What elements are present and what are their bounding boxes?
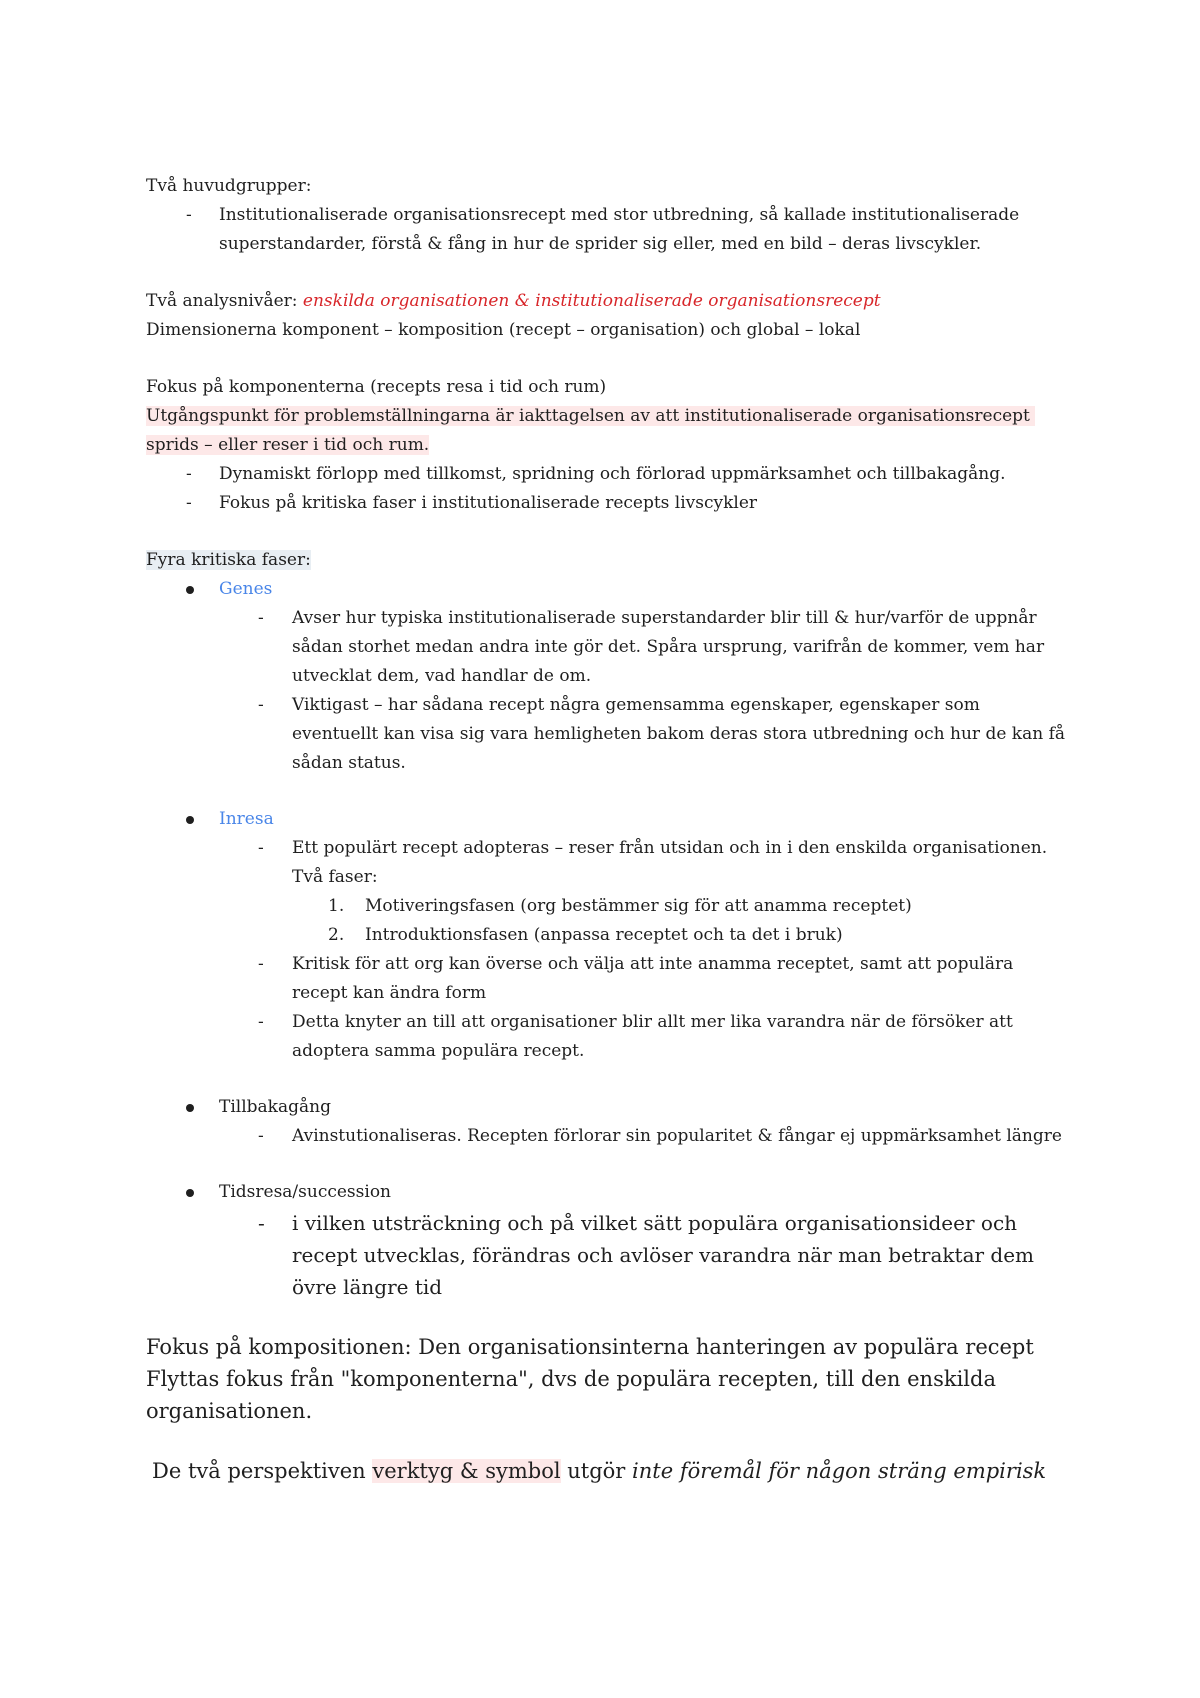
spacer (146, 778, 1066, 805)
bullet-icon (186, 1189, 194, 1197)
heading-two-main-groups: Två huvudgrupper: (146, 176, 312, 196)
dash-marker: - (258, 954, 264, 974)
dash-marker: - (258, 1126, 264, 1146)
numbered-item-text: Introduktionsfasen (anpassa receptet och ta det i bruk) (365, 925, 843, 945)
phase-tidsresa-label: Tidsresa/succession (219, 1182, 392, 1202)
focus-shift-paragraph: Flyttas fokus från "komponenterna", dvs de populära recepten, till den enskilda organisationen. (146, 1367, 996, 1423)
spacer (146, 259, 1066, 287)
list-item (146, 691, 1066, 778)
dash-marker: - (258, 838, 264, 858)
focus-composition-line: Fokus på kompositionen: Den organisationsinterna hanteringen av populära recept (146, 1335, 1034, 1359)
list-item-text: Ett populärt recept adopteras – reser från utsidan och in i den enskilda organisationen. Två faser: (292, 838, 1048, 887)
list-item (146, 950, 1066, 1008)
perspectives-italic: inte föremål för någon sträng empirisk (632, 1459, 1047, 1483)
phase-tillbakagang (146, 1093, 1066, 1122)
analysis-levels-line (146, 287, 1066, 316)
list-item (146, 834, 1066, 892)
dash-marker: - (258, 608, 264, 628)
phase-inresa (146, 805, 1066, 834)
phase-tillbakagang-label: Tillbakagång (219, 1097, 331, 1117)
four-phases-heading (146, 546, 1066, 575)
starting-point-highlight: Utgångspunkt för problemställningarna är iakttagelsen av att institutionaliserade organisationsrecept sprids – eller reser i tid och rum. (146, 406, 1036, 455)
spacer (146, 345, 1066, 373)
dash-marker: - (186, 493, 192, 513)
list-item (146, 489, 1066, 518)
perspectives-pre: De två perspektiven (152, 1459, 373, 1483)
four-phases-heading-highlight: Fyra kritiska faser: (146, 550, 311, 570)
perspectives-highlight: verktyg & symbol (372, 1459, 561, 1483)
perspectives-mid: utgör (560, 1459, 633, 1483)
list-item (146, 1008, 1066, 1066)
number-marker: 2. (328, 925, 345, 945)
list-item (146, 460, 1066, 489)
list-item (146, 604, 1066, 691)
list-item (146, 201, 1066, 259)
bullet-icon (186, 1104, 194, 1112)
focus-components-heading: Fokus på komponenterna (recepts resa i tid och rum) (146, 377, 607, 397)
numbered-item (146, 921, 1066, 950)
spacer (146, 1303, 1066, 1331)
phase-genes-label: Genes (219, 579, 273, 599)
dash-marker: - (258, 1211, 265, 1235)
starting-point-paragraph (146, 402, 1066, 460)
list-item-text: Kritisk för att org kan överse och välja att inte anamma receptet, samt att populära recept kan ändra form (292, 954, 1014, 1003)
number-marker: 1. (328, 896, 345, 916)
phase-genes (146, 575, 1066, 604)
analysis-levels-prefix: Två analysnivåer: (146, 291, 303, 311)
list-item-text: Dynamiskt förlopp med tillkomst, spridning och förlorad uppmärksamhet och tillbakagång. (219, 464, 1006, 484)
list-item-text: Viktigast – har sådana recept några gemensamma egenskaper, egenskaper som eventuellt kan visa sig vara hemligheten bakom deras stora utbredning och hur de kan få sådan status. (292, 695, 1066, 773)
dash-marker: - (258, 695, 264, 715)
list-item (146, 1207, 1066, 1303)
list-item-text: Avinstutionaliseras. Recepten förlorar sin popularitet & fångar ej uppmärksamhet längre (292, 1126, 1062, 1146)
dash-marker: - (258, 1012, 264, 1032)
dash-marker: - (186, 205, 192, 225)
list-item (146, 1122, 1066, 1151)
bullet-icon (186, 586, 194, 594)
list-item-text: i vilken utsträckning och på vilket sätt populära organisationsideer och recept utvecklas, förändras och avlöser varandra när man betraktar dem övre längre tid (292, 1211, 1035, 1299)
spacer (146, 1151, 1066, 1178)
numbered-item-text: Motiveringsfasen (org bestämmer sig för att anamma receptet) (365, 896, 912, 916)
spacer (146, 1066, 1066, 1093)
perspectives-line (146, 1455, 1066, 1487)
document-page (146, 172, 1066, 1487)
phase-inresa-label: Inresa (219, 809, 274, 829)
list-item-text: Institutionaliserade organisationsrecept med stor utbredning, så kallade institutionaliserade superstandarder, förstå & fång in hur de sprider sig eller, med en bild – deras livscykler. (219, 205, 1020, 254)
dimensions-line: Dimensionerna komponent – komposition (recept – organisation) och global – lokal (146, 320, 861, 340)
list-item-text: Avser hur typiska institutionaliserade superstandarder blir till & hur/varför de uppnår sådan storhet medan andra inte gör det. Spåra ursprung, varifrån de kommer, vem har utvecklat dem, vad handlar de om. (292, 608, 1045, 686)
bullet-icon (186, 816, 194, 824)
dash-marker: - (186, 464, 192, 484)
list-item-text: Detta knyter an till att organisationer blir allt mer lika varandra när de försöker att adoptera samma populära recept. (292, 1012, 1013, 1061)
analysis-levels-highlight: enskilda organisationen & institutionaliserade organisationsrecept (302, 291, 881, 311)
spacer (146, 1427, 1066, 1455)
numbered-item (146, 892, 1066, 921)
list-item-text: Fokus på kritiska faser i institutionaliserade recepts livscykler (219, 493, 758, 513)
spacer (146, 518, 1066, 546)
phase-tidsresa (146, 1178, 1066, 1207)
